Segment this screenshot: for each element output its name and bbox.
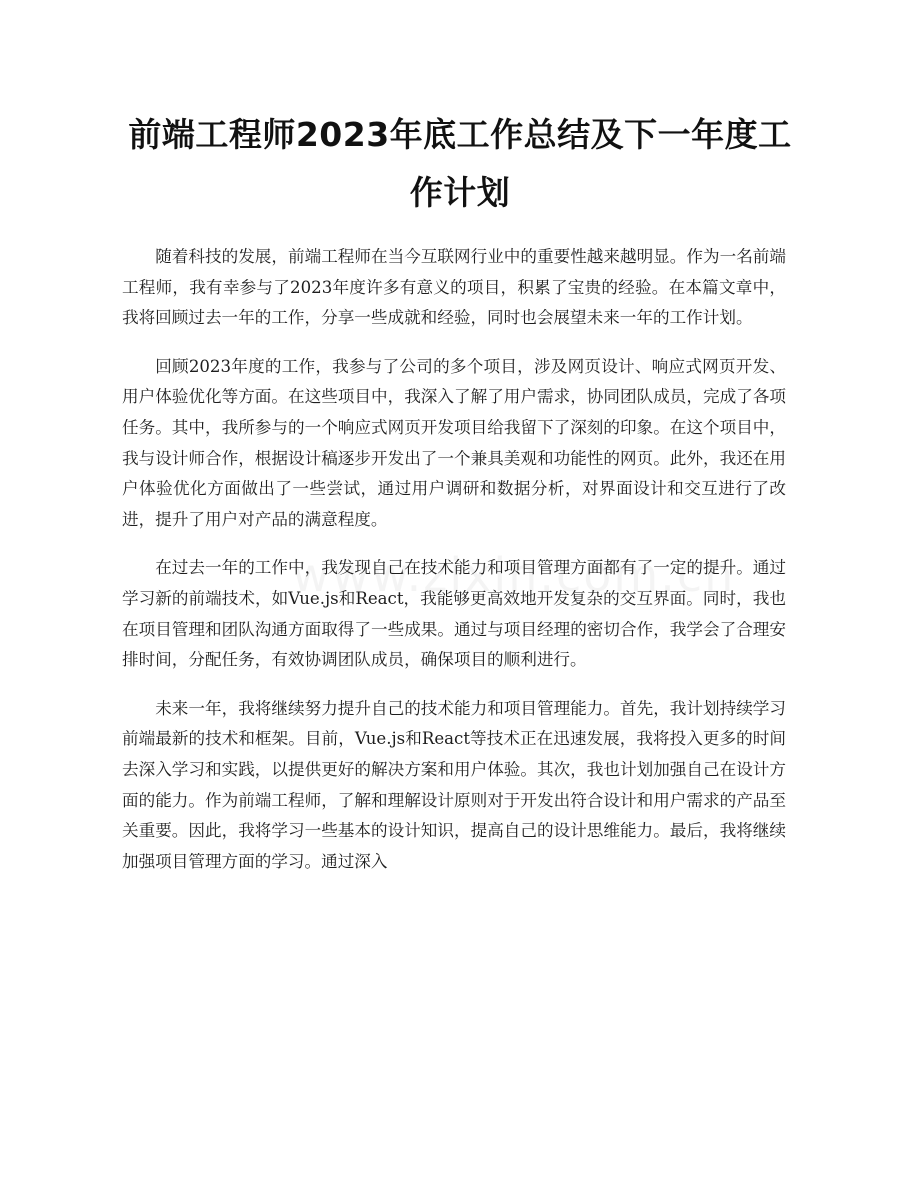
document-title: 前端工程师2023年底工作总结及下一年度工作计划 <box>128 115 792 212</box>
paragraph-growth: 在过去一年的工作中，我发现自己在技术能力和项目管理方面都有了一定的提升。通过学习新的前端技术，如Vue.js和React，我能够更高效地开发复杂的交互界面。同时，我也在项目管理和团队沟通方面取得了一些成果。通过与项目经理的密切合作，我学会了合理安排时间，分配任务，有效协调团队成员，确保项目的顺利进行。 <box>122 558 786 670</box>
document-body <box>122 242 786 895</box>
paragraph-intro: 随着科技的发展，前端工程师在当今互联网行业中的重要性越来越明显。作为一名前端工程师，我有幸参与了2023年度许多有意义的项目，积累了宝贵的经验。在本篇文章中，我将回顾过去一年的工作，分享一些成就和经验，同时也会展望未来一年的工作计划。 <box>122 247 786 328</box>
paragraph-review: 回顾2023年度的工作，我参与了公司的多个项目，涉及网页设计、响应式网页开发、用户体验优化等方面。在这些项目中，我深入了解了用户需求，协同团队成员，完成了各项任务。其中，我所参与的一个响应式网页开发项目给我留下了深刻的印象。在这个项目中，我与设计师合作，根据设计稿逐步开发出了一个兼具美观和功能性的网页。此外，我还在用户体验优化方面做出了一些尝试，通过用户调研和数据分析，对界面设计和交互进行了改进，提升了用户对产品的满意程度。 <box>122 356 786 529</box>
paragraph-plan: 未来一年，我将继续努力提升自己的技术能力和项目管理能力。首先，我计划持续学习前端最新的技术和框架。目前，Vue.js和React等技术正在迅速发展，我将投入更多的时间去深入学习和实践，以提供更好的解决方案和用户体验。其次，我也计划加强自己在设计方面的能力。作为前端工程师，了解和理解设计原则对于开发出符合设计和用户需求的产品至关重要。因此，我将学习一些基本的设计知识，提高自己的设计思维能力。最后，我将继续加强项目管理方面的学习。通过深入 <box>122 698 786 871</box>
